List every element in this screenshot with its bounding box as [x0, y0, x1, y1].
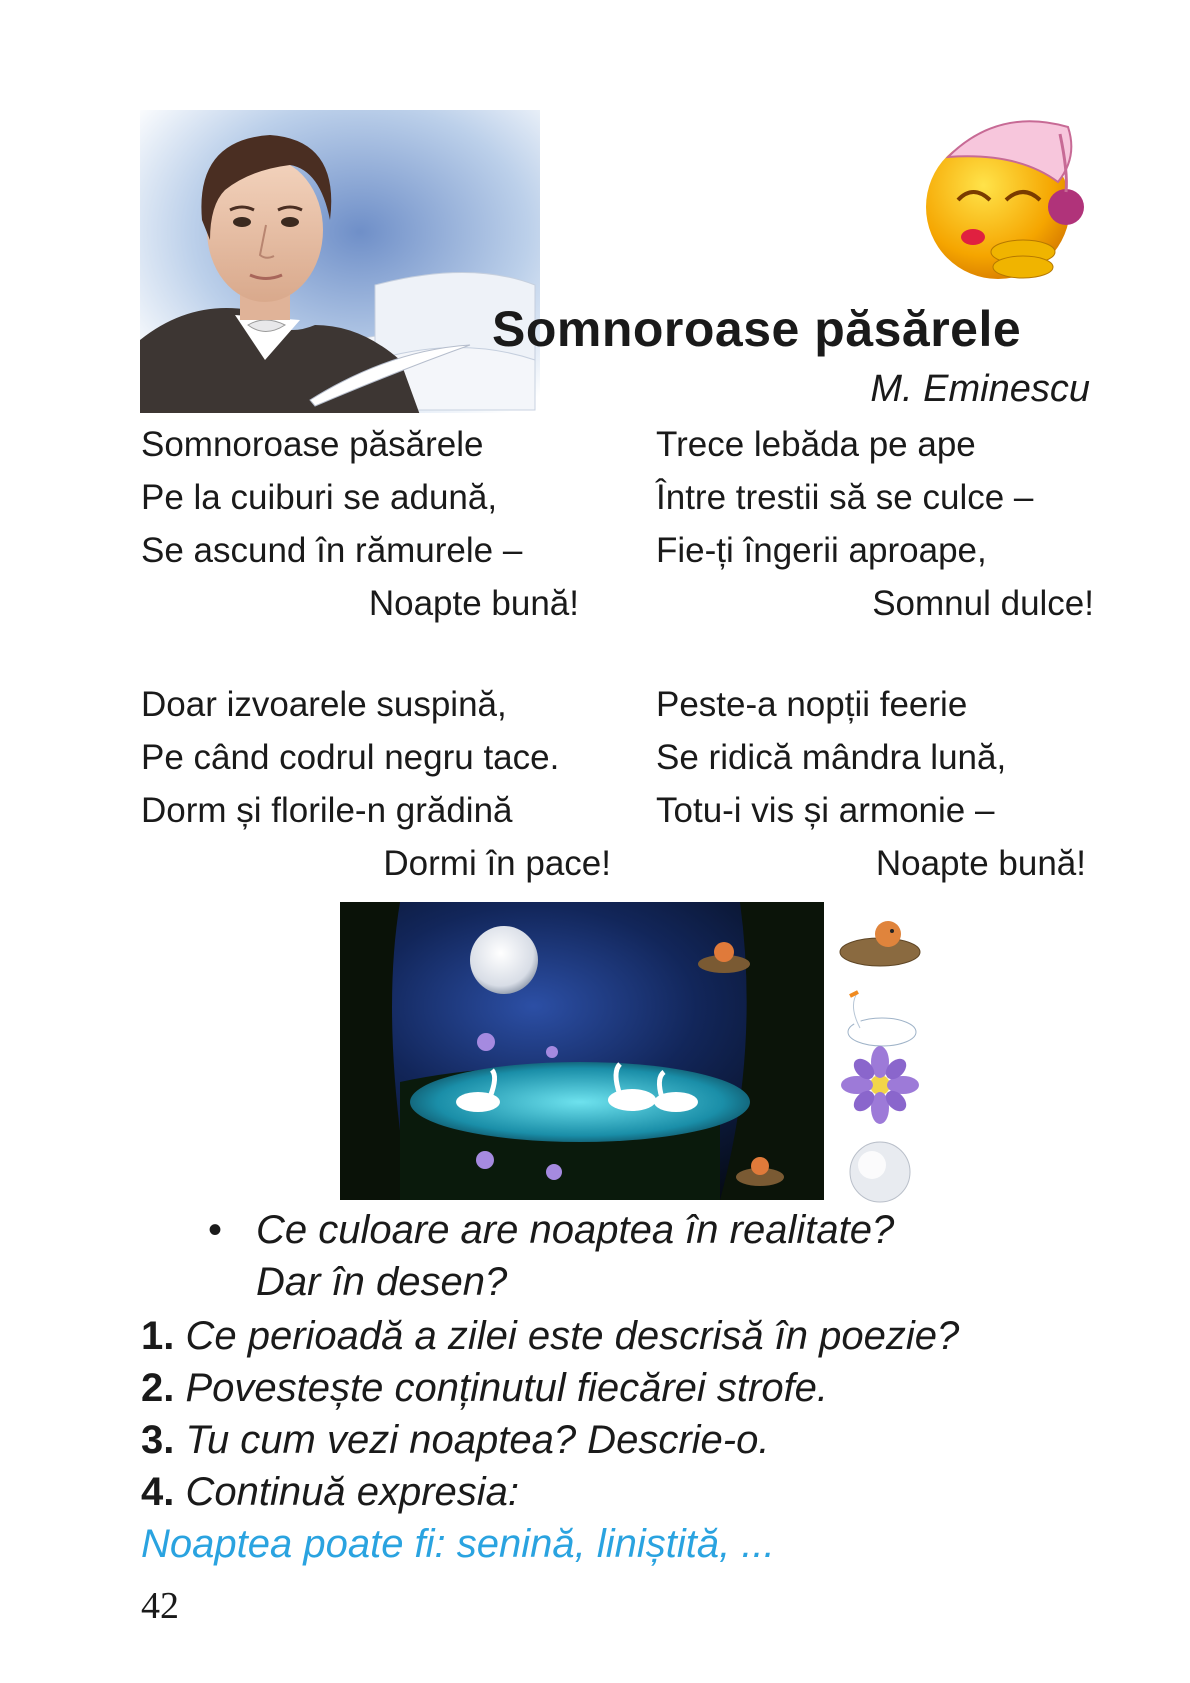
- question-2: [141, 1362, 828, 1414]
- stanza-4: [656, 678, 1086, 890]
- stanza-2: [656, 418, 1094, 630]
- question-number: 4.: [141, 1470, 175, 1514]
- nest-icon: [840, 921, 920, 966]
- poem-line: Peste-a nopții feerie: [656, 685, 968, 724]
- poem-refrain: Noapte bună!: [875, 844, 1086, 883]
- question-number: 1.: [141, 1314, 175, 1358]
- sleepy-emoji-icon: [918, 112, 1092, 286]
- poem-line: Dorm și florile-n grădină: [141, 791, 513, 830]
- question-text: Ce perioadă a zilei este descrisă în poezie?: [185, 1314, 960, 1358]
- swan-icon: [848, 992, 916, 1046]
- poem-line: Doar izvoarele suspină,: [141, 685, 507, 724]
- question-number: 2.: [141, 1366, 175, 1410]
- poem-line: Se ascund în rămurele –: [141, 531, 523, 570]
- question-3: [141, 1414, 769, 1466]
- poem-line: Somnoroase păsărele: [141, 425, 484, 464]
- answer-example: Noaptea poate fi: senină, liniștită, ...: [141, 1522, 775, 1566]
- bullet-text-continued: Dar în desen?: [256, 1260, 508, 1304]
- poem-line: Trece lebăda pe ape: [656, 425, 976, 464]
- stanza-3: [141, 678, 611, 890]
- question-bullet: [208, 1204, 894, 1256]
- question-text: Continuă expresia:: [185, 1470, 520, 1514]
- poem-line: Pe la cuiburi se adună,: [141, 478, 498, 517]
- poem-line: Între trestii să se culce –: [656, 478, 1034, 517]
- poem-refrain: Dormi în pace!: [383, 844, 611, 883]
- poem-refrain: Noapte bună!: [368, 584, 579, 623]
- poem-line: Totu-i vis și armonie –: [656, 791, 995, 830]
- poem-title: Somnoroase păsărele: [492, 301, 1022, 357]
- poem-refrain: Somnul dulce!: [872, 584, 1094, 623]
- question-number: 3.: [141, 1418, 175, 1462]
- poem-author: M. Eminescu: [870, 368, 1090, 410]
- poem-line: Se ridică mândra lună,: [656, 738, 1007, 777]
- side-icons: [830, 910, 930, 1210]
- page-number: 42: [141, 1585, 179, 1627]
- poet-portrait: [140, 110, 540, 415]
- flower-icon: [841, 1046, 919, 1124]
- question-4: [141, 1466, 519, 1518]
- poem-line: Fie-ți îngerii aproape,: [656, 531, 987, 570]
- question-text: Tu cum vezi noaptea? Descrie-o.: [185, 1418, 770, 1462]
- night-lake-illustration: [340, 902, 824, 1200]
- stanza-1: [141, 418, 579, 630]
- question-1: [141, 1310, 959, 1362]
- bullet-text: Ce culoare are noaptea în realitate?: [256, 1208, 895, 1252]
- poem-line: Pe când codrul negru tace.: [141, 738, 560, 777]
- bullet-dot: •: [208, 1208, 223, 1252]
- question-text: Povestește conținutul fiecărei strofe.: [185, 1366, 829, 1410]
- moon-icon: [850, 1142, 910, 1202]
